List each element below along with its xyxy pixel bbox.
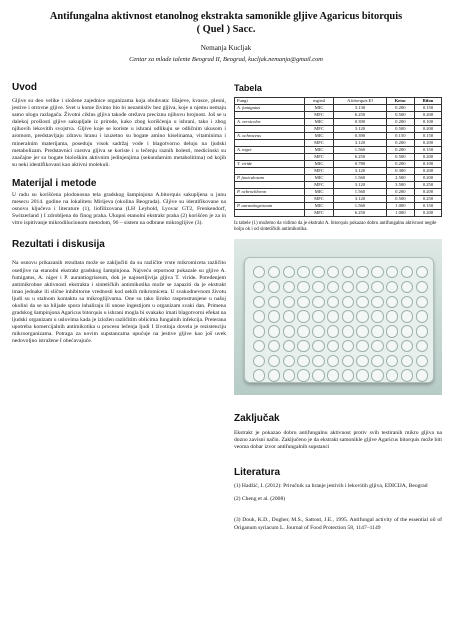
plate-well <box>327 266 339 278</box>
plate-well <box>312 355 324 367</box>
table-cell: 2.500 <box>386 175 414 182</box>
table-cell: 0.100 <box>414 119 441 126</box>
plate-well <box>416 355 428 367</box>
cell-fungus <box>235 126 305 133</box>
plate-well <box>283 296 295 308</box>
table-cell: 3.120 <box>334 168 387 175</box>
plate-well <box>342 369 354 381</box>
reference-1: (1) Hadžić, I. (2012): Priručnik za branje jestivih i lekovitih gljiva, EDICIJA, Beograd <box>234 483 428 490</box>
plate-well <box>327 296 339 308</box>
plate-well <box>253 296 265 308</box>
table-cell: 1.000 <box>386 203 414 210</box>
plate-well <box>268 296 280 308</box>
plate-well <box>356 266 368 278</box>
plate-well <box>283 325 295 337</box>
plate-well <box>283 369 295 381</box>
table-cell: 6.250 <box>334 154 387 161</box>
table-cell: 0.200 <box>414 154 441 161</box>
col-bifon: Bifon <box>414 98 441 105</box>
plate-well <box>416 281 428 293</box>
plate-well <box>401 296 413 308</box>
table-cell: 0.200 <box>386 119 414 126</box>
table-cell: 3.120 <box>334 196 387 203</box>
text-zakljucak: Ekstrakt je pokazao dobru antifungalnu aktivnost protiv svih testiranih mikro gljiva na dozno zavisni način. Zaključeno je da ekstrakt samonikle gljive Agaricus bitorquis može biti veoma dobar izvor antifungalnih supstanci <box>234 430 442 451</box>
cell-fungus: P. aurantiogriseum <box>235 203 305 210</box>
plate-well <box>386 266 398 278</box>
plate-well <box>268 369 280 381</box>
table-cell: 0.200 <box>386 140 414 147</box>
table-cell: 0.500 <box>386 196 414 203</box>
plate-well <box>401 266 413 278</box>
plate-well <box>401 355 413 367</box>
table-cell: 0.200 <box>386 161 414 168</box>
plate-well <box>283 281 295 293</box>
plate-well <box>312 266 324 278</box>
table-cell: 0.150 <box>414 203 441 210</box>
section-rezultati <box>12 239 226 345</box>
section-zakljucak <box>234 413 442 451</box>
cell-fungus: T. viride <box>235 161 305 168</box>
table-cell: MIC <box>305 189 334 196</box>
plate-well <box>253 325 265 337</box>
plate-well <box>356 325 368 337</box>
plate-well <box>312 296 324 308</box>
table-header-row <box>235 98 442 105</box>
table-cell: 1.000 <box>386 210 414 217</box>
plate-well <box>386 369 398 381</box>
cell-fungus: P. funiculosum <box>235 175 305 182</box>
table-cell: 0.200 <box>414 126 441 133</box>
table-cell: MFC <box>305 154 334 161</box>
plate-well <box>342 266 354 278</box>
cell-fungus <box>235 168 305 175</box>
text-materijal: U radu su korišćena plodonosna tela gradskog šampinjona A.bitorquis sakupljena u junu mesecu 2014. godine na lokalitetu Mirijeva (okolina Beograda). Gljive su identifikovane na osnovu ključeva i literature (1), liofilizovana (LH Leybold, Lyovac GT2, Frenkendorf, Switzerland ) I zdrobljena do finog praha. Ukupni etanolni ekstrakt praha (2) korišćen je za in vitro ispitivanje mikrodilucionom metodom, 96 – sistem na odbrane mikroglijive (3). <box>12 191 226 227</box>
plate-well <box>283 340 295 352</box>
table-cell: 0.390 <box>334 119 387 126</box>
table-row <box>235 154 442 161</box>
right-column <box>234 82 442 532</box>
table-caption: Iz tabele (1) možemo da vidimo da je ekstrakt A. bitorquis pokazao dobru antifungalnu aktivnost negde bolju ok i od sintetičkih antimikotika. <box>234 221 437 232</box>
table-row <box>235 210 442 217</box>
table-cell: 0.500 <box>386 112 414 119</box>
plate-well <box>342 310 354 322</box>
plate-well <box>327 369 339 381</box>
col-extract: A.bitorquis El <box>334 98 387 105</box>
plate-well <box>253 310 265 322</box>
table-cell: 0.200 <box>386 189 414 196</box>
table-cell: 1.560 <box>334 203 387 210</box>
plate-well <box>342 325 354 337</box>
heading-materijal: Materijal i metode <box>12 177 97 189</box>
plate-well <box>356 310 368 322</box>
cell-fungus: A. ochraceus <box>235 133 305 140</box>
plate-well <box>356 340 368 352</box>
plate-well <box>356 281 368 293</box>
table-row <box>235 189 442 196</box>
table-cell: MIC <box>305 161 334 168</box>
plate-well <box>371 369 383 381</box>
plate-well <box>283 355 295 367</box>
table-cell: MFC <box>305 210 334 217</box>
heading-rezultati: Rezultati i diskusija <box>12 239 105 251</box>
plate-well <box>253 340 265 352</box>
plate-wells <box>253 266 429 383</box>
plate-well <box>416 325 428 337</box>
plate-well <box>297 369 309 381</box>
table-cell: 3.120 <box>334 126 387 133</box>
plate-well <box>268 266 280 278</box>
table-cell: 0.150 <box>414 147 441 154</box>
plate-well <box>356 369 368 381</box>
table-cell: MIC <box>305 203 334 210</box>
plate-well <box>268 310 280 322</box>
table-cell: 1.560 <box>334 189 387 196</box>
table-cell: 0.390 <box>334 133 387 140</box>
plate-well <box>327 281 339 293</box>
table-cell: 0.500 <box>386 126 414 133</box>
plate-well <box>371 266 383 278</box>
left-column <box>12 82 226 346</box>
cell-fungus <box>235 210 305 217</box>
plate-well <box>253 369 265 381</box>
table-cell: MIC <box>305 119 334 126</box>
table-cell: 0.100 <box>414 161 441 168</box>
section-uvod <box>12 82 226 169</box>
table-cell: MFC <box>305 126 334 133</box>
plate-well <box>356 296 368 308</box>
plate-well <box>297 325 309 337</box>
plate-well <box>297 355 309 367</box>
plate-well <box>342 340 354 352</box>
plate-well <box>312 340 324 352</box>
table-cell: MFC <box>305 182 334 189</box>
plate-well <box>283 310 295 322</box>
plate-well <box>283 266 295 278</box>
cell-fungus <box>235 112 305 119</box>
plate-well <box>416 310 428 322</box>
cell-fungus <box>235 196 305 203</box>
plate-well <box>401 340 413 352</box>
table-cell: 3.120 <box>334 140 387 147</box>
plate-well <box>312 310 324 322</box>
table-cell: 6.250 <box>334 112 387 119</box>
plate-well <box>327 325 339 337</box>
plate-well <box>416 296 428 308</box>
plate-well <box>312 325 324 337</box>
table-row <box>235 112 442 119</box>
table-row <box>235 133 442 140</box>
table-cell: 3.500 <box>386 182 414 189</box>
table-row <box>235 203 442 210</box>
cell-fungus <box>235 140 305 147</box>
table-cell: 0.200 <box>414 140 441 147</box>
plate-well <box>297 281 309 293</box>
table-cell: 0.150 <box>414 133 441 140</box>
table-cell: 0.780 <box>334 161 387 168</box>
table-cell: 0.200 <box>386 147 414 154</box>
plate-well <box>342 281 354 293</box>
plate-well <box>356 355 368 367</box>
plate-well <box>371 281 383 293</box>
plate-well <box>416 266 428 278</box>
section-materijal <box>12 178 226 227</box>
col-ketoc: Ketoc <box>386 98 414 105</box>
plate-well <box>401 369 413 381</box>
results-table <box>234 97 442 217</box>
table-row <box>235 168 442 175</box>
table-cell: 0.200 <box>414 210 441 217</box>
title-line-1: Antifungalna aktivnost etanolnog ekstrakta samonikle gljive Agaricus bitorquis <box>49 11 403 22</box>
table-cell: 0.250 <box>414 182 441 189</box>
col-unit: mg/ml <box>305 98 334 105</box>
plate-well <box>386 281 398 293</box>
affiliation: Centar za mlade talente Beograd II, Beograd, kucljak.nemanja@gmail.com <box>129 56 323 63</box>
plate-well <box>253 266 265 278</box>
plate-well <box>327 310 339 322</box>
table-cell: MIC <box>305 175 334 182</box>
plate-well <box>253 355 265 367</box>
table-row <box>235 196 442 203</box>
table-cell: 1.560 <box>334 175 387 182</box>
table-row <box>235 161 442 168</box>
table-cell: 0.200 <box>414 168 441 175</box>
cell-fungus: A. niger <box>235 147 305 154</box>
plate-well <box>268 355 280 367</box>
microplate <box>244 257 434 383</box>
heading-zakljucak: Zaključak <box>234 413 280 424</box>
plate-well <box>386 355 398 367</box>
table-row <box>235 147 442 154</box>
reference-3: (3) Douk, K.D., Dugher, M.S., Sattout, J.E., 1995. Antifungal activity of the essential oil of Origanum syriacum L. Journal of Food Protection 58, 1147–1149 <box>234 517 442 531</box>
plate-well <box>371 325 383 337</box>
table-row <box>235 140 442 147</box>
heading-tabela: Tabela <box>234 83 262 93</box>
paper-title <box>12 10 440 36</box>
plate-well <box>386 310 398 322</box>
plate-well <box>312 281 324 293</box>
table-cell: MIC <box>305 105 334 112</box>
table-cell: 0.250 <box>414 196 441 203</box>
table-cell: MFC <box>305 112 334 119</box>
table-cell: MIC <box>305 147 334 154</box>
plate-well <box>297 310 309 322</box>
cell-fungus: A. fumigatus <box>235 105 305 112</box>
plate-well <box>386 340 398 352</box>
table-row <box>235 182 442 189</box>
plate-well <box>327 355 339 367</box>
plate-well <box>327 340 339 352</box>
table-cell: MIC <box>305 133 334 140</box>
plate-well <box>371 355 383 367</box>
plate-well <box>401 325 413 337</box>
table-row <box>235 105 442 112</box>
table-cell: 0.200 <box>386 105 414 112</box>
plate-well <box>416 369 428 381</box>
table-cell: 3.130 <box>334 105 387 112</box>
plate-well <box>342 296 354 308</box>
table-cell: 0.150 <box>386 133 414 140</box>
plate-well <box>386 296 398 308</box>
section-literatura <box>234 467 442 531</box>
plate-well <box>371 310 383 322</box>
cell-fungus <box>235 154 305 161</box>
text-uvod: Gljive su deo velike i složene zajednice organizama koja obuhvata: lišajeve, kvasce, plesni, jestive i otrovne gljive. Svet u kome živimo bio bi nezamisliv bez gljiva, koje u njemu nemaju samo ulogu razlagača. Životni ciklus gljiva takođe otežava preciznu njihovu brojnost. Još se u dalekoj prošlosti gljive sakupljale iz prirode, kako zbog korišćenja u ishrani, tako i zbog njihovih lekovitih svojstva. Gljive koje se koriste u ishrani odlikuju se odličnim ukusom i aromom, predstavljaju zdravu hranu i izuzetno su bogate amino kiselinama, vitaminima i mineralnim materijama, poseduju visok sadržaj vode i blagotvorno deluju na ljudski metabolizam. Predstavnici carstva gljiva se koriste i u lečenju raznih bolesti, medicinski su značajne jer su bogate biološkim aktivnim jedinjenjima (sekundarnim metabolitima) od kojih su neki identifikovani kao aktivni molekuli. <box>12 98 226 168</box>
table-cell: 3.120 <box>334 182 387 189</box>
plate-well <box>268 340 280 352</box>
table-cell: 0.300 <box>386 168 414 175</box>
plate-well <box>416 340 428 352</box>
plate-well <box>401 310 413 322</box>
plate-well <box>312 369 324 381</box>
table-cell: 1.560 <box>334 147 387 154</box>
plate-well <box>401 281 413 293</box>
heading-literatura: Literatura <box>234 467 281 479</box>
plate-well <box>268 281 280 293</box>
table-cell: MFC <box>305 168 334 175</box>
plate-well <box>371 340 383 352</box>
plate-well <box>386 325 398 337</box>
cell-fungus <box>235 182 305 189</box>
table-row <box>235 119 442 126</box>
table-cell: 0.200 <box>414 189 441 196</box>
plate-well <box>297 340 309 352</box>
table-cell: 6.250 <box>334 210 387 217</box>
microplate-photo <box>234 239 442 395</box>
heading-uvod: Uvod <box>12 82 37 93</box>
table-cell: 0.200 <box>414 175 441 182</box>
plate-well <box>371 296 383 308</box>
author-name: Nemanja Kucljak <box>200 44 252 52</box>
title-line-2: ( Quel ) Sacc. <box>196 24 256 35</box>
cell-fungus: P. ochrochloron <box>235 189 305 196</box>
table-cell: 0.200 <box>414 112 441 119</box>
col-fungi: Fungi <box>235 98 305 105</box>
text-rezultati: Na osnovu prikazanih rezultata može se zaključiti da su različite vrste mikromiceta različito osetljive na etanolni ekstrakt gradskog šampinjona. Najveću otpornost pokazale su gljive A. fumigatus, A. niger i P. aurantiogriseum, dok je najosetljivija gljiva T. viride. Poređenjem antimikrobne aktivnosti ekstrakta i sintetičkih antimikotika može se zapaziti da je ekstrakt imao jednake ili slične inhibitorne vrednosti kod nekih mikromiceta. U svakodnevnom životu ljudi su u stalnom kontaktu sa mikroglijivama. One su tako široko rasprostranjene u našoj okolini da se na hiljade spora inhaliraju ili unose ingestijom u organizam svaki dan. Primena gradskog šampinjona Agaricus bitorquis u ishrani mogla bi svakako imati blagotvorni efekat na ljudski organizam u uslovima kada je izložen različitim oblicima fungalnih infekcija. Preterana upotreba komercijalnih antimikotika u procesu lečenja ljudi I životinja dovela je rezistenciju mikroorganizama. Potraga za novim supstancama upućuje na jestive gljive kao još uvek nedovoljno istražene I obećavajuće. <box>12 260 226 345</box>
table-row <box>235 175 442 182</box>
plate-well <box>342 355 354 367</box>
table-cell: 0.150 <box>414 105 441 112</box>
table-cell: 0.500 <box>386 154 414 161</box>
plate-well <box>253 281 265 293</box>
plate-well <box>297 266 309 278</box>
table-row <box>235 126 442 133</box>
reference-2: (2) Cheng et al. (2008) <box>234 496 286 503</box>
table-cell: MFC <box>305 196 334 203</box>
cell-fungus: A. versicolor <box>235 119 305 126</box>
table-body <box>235 105 442 217</box>
table-cell: MFC <box>305 140 334 147</box>
plate-well <box>268 325 280 337</box>
plate-well <box>297 296 309 308</box>
